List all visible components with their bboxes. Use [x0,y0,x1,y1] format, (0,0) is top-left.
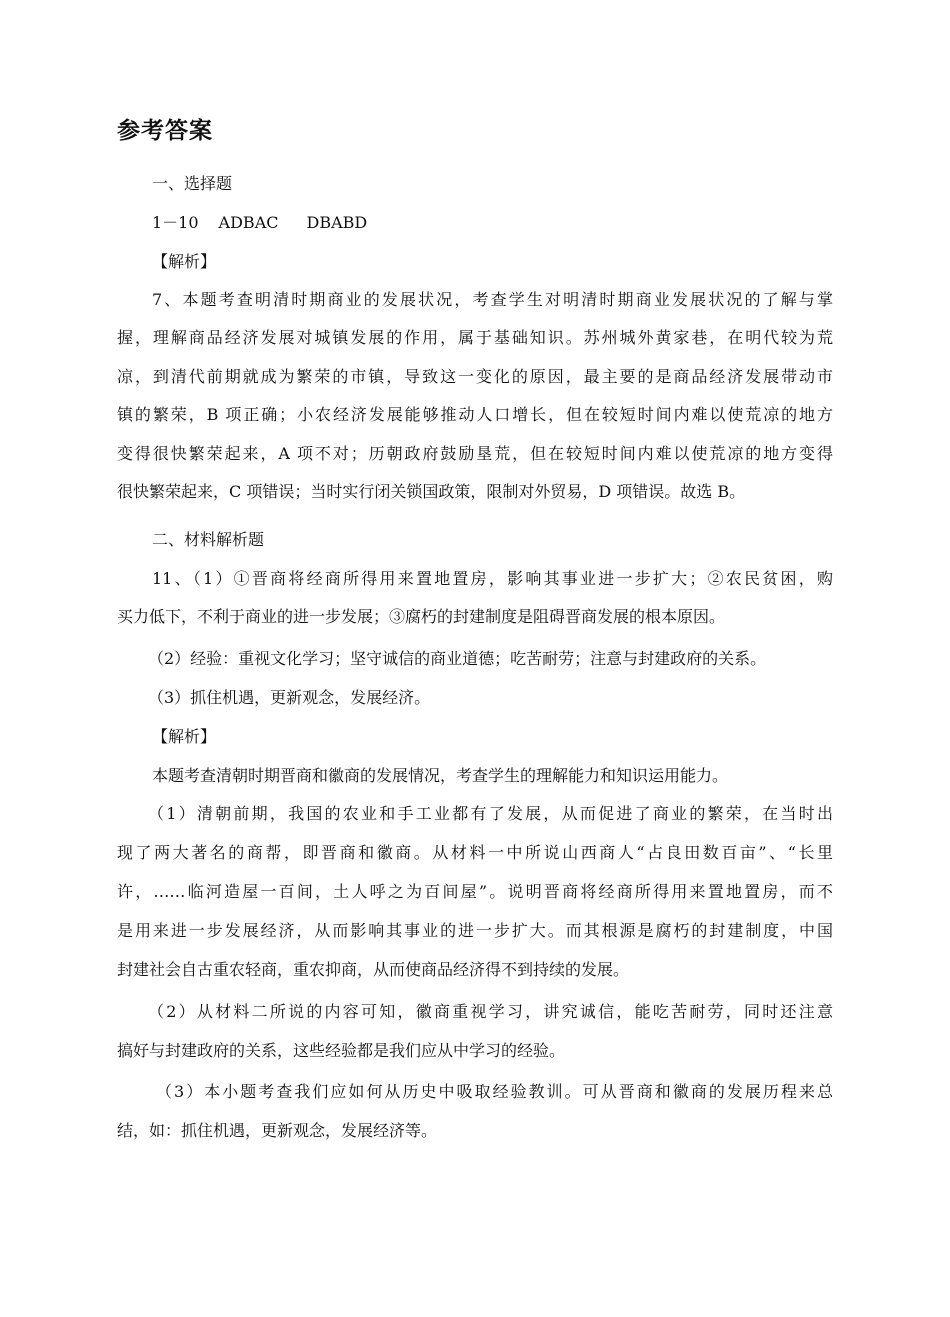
analysis-p2-line: （2）从材料二所说的内容可知，徽商重视学习，讲究诚信，能吃苦耐劳，同时还注意 [148,1002,833,1021]
q7-line: 镇的繁荣，B 项正确；小农经济发展能够推动人口增长，但在较短时间内难以使荒凉的地方 [117,405,833,424]
q11-answer-line: 11、（1）①晋商将经商所得用来置地置房，影响其事业进一步扩大；②农民贫困，购 [152,569,833,588]
choice-answers [152,212,367,234]
analysis-label: 【解析】 [152,727,217,746]
section-heading-material: 二、材料解析题 [152,530,265,549]
section-heading-choice: 一、选择题 [152,174,233,193]
q7-line: 握，理解商品经济发展对城镇发展的作用，属于基础知识。苏州城外黄家巷，在明代较为荒 [117,328,833,347]
analysis-p1-line: （1）清朝前期，我国的农业和手工业都有了发展，从而促进了商业的繁荣，在当时出 [148,804,833,823]
analysis-p3-line: （3）本小题考查我们应如何从历史中吸取经验教训。可从晋商和徽商的发展历程来总 [156,1082,833,1101]
answers-group-b: DBABD [306,213,368,232]
analysis-p1-line: 许，……临河造屋一百间，土人呼之为百间屋”。说明晋商将经商所得用来置地置房，而不 [117,882,833,901]
analysis-p1-line: 封建社会自古重农轻商，重农抑商，从而使商品经济得不到持续的发展。 [117,960,630,979]
q7-line: 凉，到清代前期就成为繁荣的市镇，导致这一变化的原因，最主要的是商品经济发展带动市 [117,367,833,386]
analysis-p3-line: 结，如：抓住机遇，更新观念，发展经济等。 [117,1121,438,1140]
analysis-label: 【解析】 [152,252,217,271]
analysis-p1-line: 现了两大著名的商帮，即晋商和徽商。从材料一中所说山西商人“占良田数百亩”、“长里 [117,843,833,862]
q11-answer-line: 买力低下，不利于商业的进一步发展；③腐朽的封建制度是阻碍晋商发展的根本原因。 [117,607,726,626]
answer-range: 1－10 [152,213,199,232]
analysis-intro: 本题考查清朝时期晋商和徽商的发展情况，考查学生的理解能力和知识运用能力。 [152,766,729,785]
answers-group-a: ADBAC [218,213,279,232]
q7-line: 变得很快繁荣起来，A 项不对；历朝政府鼓励垦荒，但在较短时间内难以使荒凉的地方变得 [117,444,833,463]
q7-line: 7、本题考查明清时期商业的发展状况，考查学生对明清时期商业发展状况的了解与掌 [152,290,833,309]
page-title: 参考答案 [117,118,213,144]
analysis-p1-line: 是用来进一步发展经济，从而影响其事业的进一步扩大。而其根源是腐朽的封建制度，中国 [117,921,833,940]
q11-answer-part3: （3）抓住机遇，更新观念，发展经济。 [148,688,431,707]
q11-answer-part2: （2）经验：重视文化学习；坚守诚信的商业道德；吃苦耐劳；注意与封建政府的关系。 [148,649,767,668]
analysis-p2-line: 搞好与封建政府的关系，这些经验都是我们应从中学习的经验。 [117,1041,566,1060]
q7-line: 很快繁荣起来，C 项错误；当时实行闭关锁国政策，限制对外贸易，D 项错误。故选 B。 [117,482,746,501]
